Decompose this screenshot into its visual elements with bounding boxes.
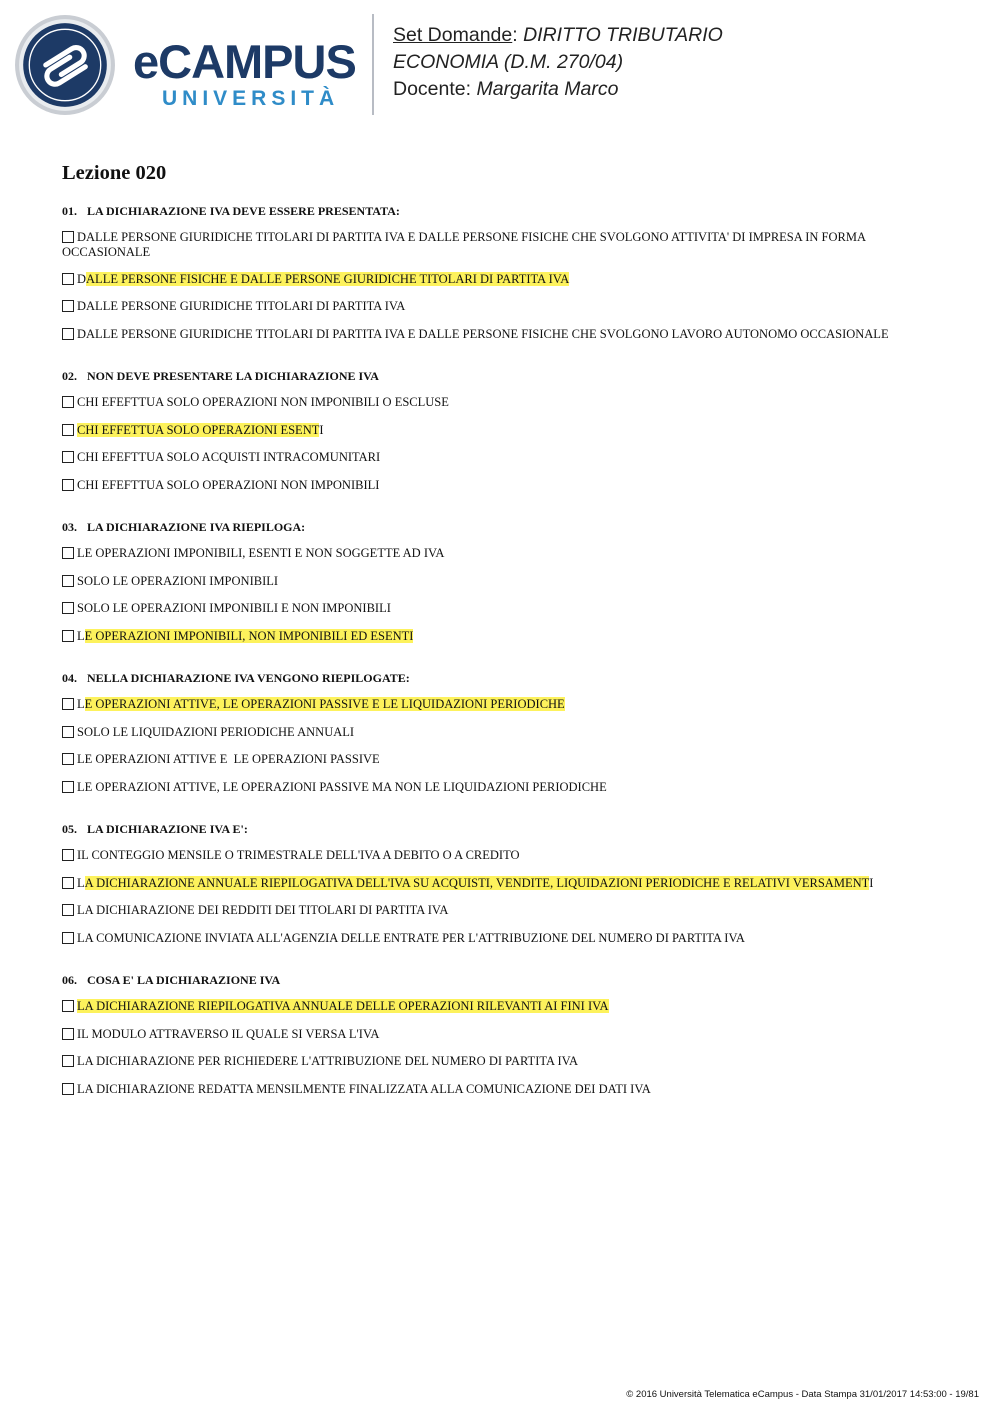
- option-text: DALLE PERSONE GIURIDICHE TITOLARI DI PARTITA IVA: [77, 299, 406, 313]
- set-separator: :: [512, 24, 518, 46]
- ecampus-logo-icon: [14, 14, 116, 116]
- option-text: SOLO LE OPERAZIONI IMPONIBILI E NON IMPONIBILI: [77, 601, 391, 615]
- answer-option[interactable]: [62, 450, 942, 465]
- option-text-highlighted: A DICHIARAZIONE ANNUALE RIEPILOGATIVA DELL'IVA SU ACQUISTI, VENDITE, LIQUIDAZIONI PERIODICHE E RELATIVI VERSAMENT: [84, 876, 870, 890]
- teacher-name: Margarita Marco: [476, 78, 619, 100]
- answer-option[interactable]: [62, 327, 942, 342]
- checkbox[interactable]: [62, 547, 74, 559]
- answer-option[interactable]: [62, 272, 942, 287]
- option-text: L: [77, 629, 85, 643]
- option-text: L: [77, 876, 85, 890]
- course-line-2: ECONOMIA (D.M. 270/04): [393, 51, 624, 73]
- answer-option[interactable]: [62, 697, 942, 712]
- question-text: NON DEVE PRESENTARE LA DICHIARAZIONE IVA: [87, 369, 379, 383]
- course-line: [393, 49, 723, 76]
- option-text: LE OPERAZIONI ATTIVE E LE OPERAZIONI PASSIVE: [77, 752, 380, 766]
- checkbox[interactable]: [62, 451, 74, 463]
- answer-option[interactable]: [62, 423, 942, 438]
- answer-option[interactable]: [62, 848, 942, 863]
- checkbox[interactable]: [62, 1083, 74, 1095]
- option-text: L: [77, 697, 85, 711]
- answer-option[interactable]: [62, 601, 942, 616]
- question-heading: [62, 204, 400, 219]
- answer-option[interactable]: [62, 725, 942, 740]
- page-footer: © 2016 Università Telematica eCampus - Data Stampa 31/01/2017 14:53:00 - 19/81: [626, 1389, 979, 1400]
- option-text: SOLO LE OPERAZIONI IMPONIBILI: [77, 574, 279, 588]
- answer-option[interactable]: [62, 780, 942, 795]
- question-number: 04.: [62, 671, 77, 685]
- option-text: LA DICHIARAZIONE REDATTA MENSILMENTE FINALIZZATA ALLA COMUNICAZIONE DEI DATI IVA: [77, 1082, 651, 1096]
- teacher-line: [393, 76, 723, 103]
- option-text: LE OPERAZIONI ATTIVE, LE OPERAZIONI PASSIVE MA NON LE LIQUIDAZIONI PERIODICHE: [77, 780, 607, 794]
- option-text: LA COMUNICAZIONE INVIATA ALL'AGENZIA DELLE ENTRATE PER L'ATTRIBUZIONE DEL NUMERO DI PARTITA IVA: [77, 931, 745, 945]
- checkbox[interactable]: [62, 479, 74, 491]
- checkbox[interactable]: [62, 424, 74, 436]
- question-heading: [62, 671, 410, 686]
- question-number: 02.: [62, 369, 77, 383]
- checkbox[interactable]: [62, 396, 74, 408]
- checkbox[interactable]: [62, 753, 74, 765]
- question-heading: [62, 973, 280, 988]
- logo-brand-text: eCAMPUS: [133, 35, 356, 88]
- question-number: 06.: [62, 973, 77, 987]
- answer-option[interactable]: [62, 999, 942, 1014]
- answer-option[interactable]: [62, 1082, 942, 1097]
- question-number: 05.: [62, 822, 77, 836]
- option-text: LA DICHIARAZIONE PER RICHIEDERE L'ATTRIBUZIONE DEL NUMERO DI PARTITA IVA: [77, 1054, 579, 1068]
- question-heading: [62, 369, 379, 384]
- checkbox[interactable]: [62, 602, 74, 614]
- option-text: IL CONTEGGIO MENSILE O TRIMESTRALE DELL'IVA A DEBITO O A CREDITO: [77, 848, 520, 862]
- checkbox[interactable]: [62, 904, 74, 916]
- lesson-title: Lezione 020: [62, 162, 167, 184]
- option-text-highlighted: LA DICHIARAZIONE RIEPILOGATIVA ANNUALE DELLE OPERAZIONI RILEVANTI AI FINI IVA: [77, 999, 609, 1013]
- checkbox[interactable]: [62, 231, 74, 243]
- answer-option[interactable]: [62, 1054, 942, 1069]
- option-text: IL MODULO ATTRAVERSO IL QUALE SI VERSA L'IVA: [77, 1027, 380, 1041]
- checkbox[interactable]: [62, 1055, 74, 1067]
- question-number: 03.: [62, 520, 77, 534]
- answer-option[interactable]: [62, 395, 942, 410]
- checkbox[interactable]: [62, 575, 74, 587]
- question-text: LA DICHIARAZIONE IVA RIEPILOGA:: [87, 520, 306, 534]
- answer-option[interactable]: [62, 546, 942, 561]
- option-text: CHI EFEFTTUA SOLO ACQUISTI INTRACOMUNITARI: [77, 450, 381, 464]
- checkbox[interactable]: [62, 698, 74, 710]
- checkbox[interactable]: [62, 273, 74, 285]
- answer-option[interactable]: [62, 478, 942, 493]
- option-text: I: [869, 876, 874, 890]
- checkbox[interactable]: [62, 328, 74, 340]
- logo-subtitle-text: UNIVERSITÀ: [162, 87, 340, 110]
- teacher-label: Docente:: [393, 78, 472, 100]
- question-heading: [62, 520, 305, 535]
- answer-option[interactable]: [62, 574, 942, 589]
- checkbox[interactable]: [62, 781, 74, 793]
- header-divider: [372, 14, 374, 115]
- option-text-highlighted: E OPERAZIONI IMPONIBILI, NON IMPONIBILI ED ESENTI: [84, 629, 414, 643]
- option-text: D: [77, 272, 87, 286]
- answer-option[interactable]: [62, 299, 942, 314]
- question-text: COSA E' LA DICHIARAZIONE IVA: [87, 973, 281, 987]
- course-line-1: DIRITTO TRIBUTARIO: [523, 24, 723, 46]
- checkbox[interactable]: [62, 932, 74, 944]
- question-text: LA DICHIARAZIONE IVA E':: [87, 822, 248, 836]
- option-text: DALLE PERSONE GIURIDICHE TITOLARI DI PARTITA IVA E DALLE PERSONE FISICHE CHE SVOLGONO ATTIVITA' DI IMPRESA IN FORMA OCCASIONALE: [62, 230, 866, 259]
- option-text: DALLE PERSONE GIURIDICHE TITOLARI DI PARTITA IVA E DALLE PERSONE FISICHE CHE SVOLGONO LAVORO AUTONOMO OCCASIONALE: [77, 327, 889, 341]
- checkbox[interactable]: [62, 1028, 74, 1040]
- set-line: [393, 22, 723, 49]
- set-label: Set Domande: [393, 24, 513, 46]
- checkbox[interactable]: [62, 877, 74, 889]
- answer-option[interactable]: [62, 752, 942, 767]
- checkbox[interactable]: [62, 300, 74, 312]
- checkbox[interactable]: [62, 1000, 74, 1012]
- option-text-highlighted: CHI EFFETTUA SOLO OPERAZIONI ESENT: [77, 423, 320, 437]
- option-text-highlighted: ALLE PERSONE FISICHE E DALLE PERSONE GIURIDICHE TITOLARI DI PARTITA IVA: [86, 272, 570, 286]
- answer-option[interactable]: [62, 230, 942, 260]
- checkbox[interactable]: [62, 849, 74, 861]
- answer-option[interactable]: [62, 903, 942, 918]
- option-text-highlighted: E OPERAZIONI ATTIVE, LE OPERAZIONI PASSIVE E LE LIQUIDAZIONI PERIODICHE: [84, 697, 565, 711]
- option-text: I: [319, 423, 324, 437]
- option-text: LA DICHIARAZIONE DEI REDDITI DEI TITOLARI DI PARTITA IVA: [77, 903, 449, 917]
- checkbox[interactable]: [62, 630, 74, 642]
- answer-option[interactable]: [62, 876, 962, 891]
- option-text: LE OPERAZIONI IMPONIBILI, ESENTI E NON SOGGETTE AD IVA: [77, 546, 445, 560]
- question-heading: [62, 822, 248, 837]
- option-text: SOLO LE LIQUIDAZIONI PERIODICHE ANNUALI: [77, 725, 355, 739]
- answer-option[interactable]: [62, 1027, 942, 1042]
- question-number: 01.: [62, 204, 77, 218]
- answer-option[interactable]: [62, 931, 942, 946]
- option-text: CHI EFEFTTUA SOLO OPERAZIONI NON IMPONIBILI: [77, 478, 380, 492]
- option-text: CHI EFEFTTUA SOLO OPERAZIONI NON IMPONIBILI O ESCLUSE: [77, 395, 449, 409]
- question-text: LA DICHIARAZIONE IVA DEVE ESSERE PRESENTATA:: [87, 204, 400, 218]
- question-text: NELLA DICHIARAZIONE IVA VENGONO RIEPILOGATE:: [87, 671, 410, 685]
- set-info-block: [393, 22, 723, 103]
- answer-option[interactable]: [62, 629, 942, 644]
- checkbox[interactable]: [62, 726, 74, 738]
